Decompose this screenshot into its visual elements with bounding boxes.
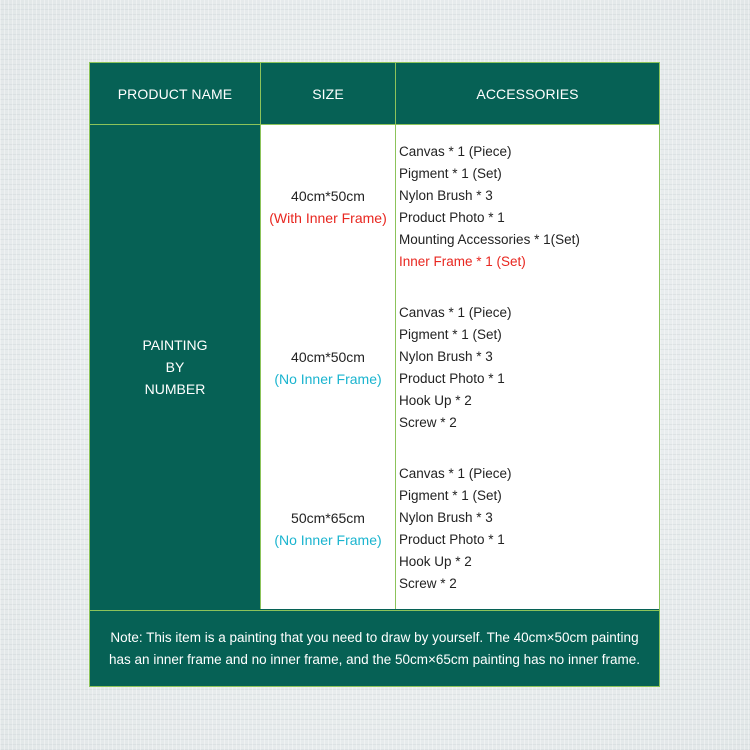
accessories-cell-row-1	[396, 125, 659, 288]
accessory-item: Screw * 2	[399, 415, 457, 430]
size-cell-row-2	[261, 288, 396, 448]
accessory-item: Mounting Accessories * 1(Set)	[399, 231, 580, 247]
header-accessories-label: ACCESSORIES	[476, 85, 579, 102]
note-line-2: has an inner frame and no inner frame, and the 50cm×65cm painting has no inner frame.	[109, 651, 640, 667]
accessory-item: Product Photo * 1	[399, 371, 505, 386]
note-box	[90, 610, 659, 686]
header-product-name	[90, 63, 261, 124]
accessory-item: Nylon Brush * 3	[399, 509, 493, 525]
frame-note: (No Inner Frame)	[274, 531, 382, 548]
accessory-item: Pigment * 1 (Set)	[399, 487, 502, 503]
accessories-list	[399, 463, 512, 595]
size-cell-row-1	[261, 125, 396, 288]
accessories-list	[399, 302, 512, 434]
accessory-item: Screw * 2	[399, 575, 457, 591]
note-line-1: Note: This item is a painting that you need to draw by yourself. The 40cm×50cm painting	[110, 629, 639, 645]
product-spec-table	[89, 62, 660, 687]
accessory-item: Hook Up * 2	[399, 393, 472, 408]
product-name-line-3: NUMBER	[144, 381, 206, 397]
header-product-name-label: PRODUCT NAME	[117, 85, 233, 102]
accessory-item: Canvas * 1 (Piece)	[399, 465, 512, 481]
accessory-item: Canvas * 1 (Piece)	[399, 305, 512, 320]
accessory-item: Nylon Brush * 3	[399, 349, 493, 364]
accessories-list	[399, 141, 580, 273]
accessories-cell-row-2	[396, 288, 659, 448]
accessory-item: Pigment * 1 (Set)	[399, 165, 502, 181]
size-value: 40cm*50cm	[291, 349, 365, 365]
accessory-item: Pigment * 1 (Set)	[399, 327, 502, 342]
frame-note: (With Inner Frame)	[269, 209, 387, 226]
accessory-item: Nylon Brush * 3	[399, 187, 493, 203]
size-cell-row-3	[261, 448, 396, 609]
size-value: 50cm*65cm	[291, 509, 365, 526]
accessory-item: Canvas * 1 (Piece)	[399, 143, 512, 159]
product-name-line-1: PAINTING	[142, 337, 208, 353]
accessories-cell-row-3	[396, 448, 659, 609]
accessory-item-highlight: Inner Frame * 1 (Set)	[399, 253, 526, 269]
product-name-line-2: BY	[165, 359, 185, 375]
accessory-item: Product Photo * 1	[399, 531, 505, 547]
header-accessories	[396, 63, 659, 124]
header-size-label: SIZE	[312, 85, 344, 102]
accessory-item: Hook Up * 2	[399, 553, 472, 569]
accessory-item: Product Photo * 1	[399, 209, 505, 225]
frame-note: (No Inner Frame)	[274, 371, 382, 387]
header-size	[261, 63, 396, 124]
product-name-cell	[90, 125, 261, 609]
size-value: 40cm*50cm	[291, 187, 365, 204]
